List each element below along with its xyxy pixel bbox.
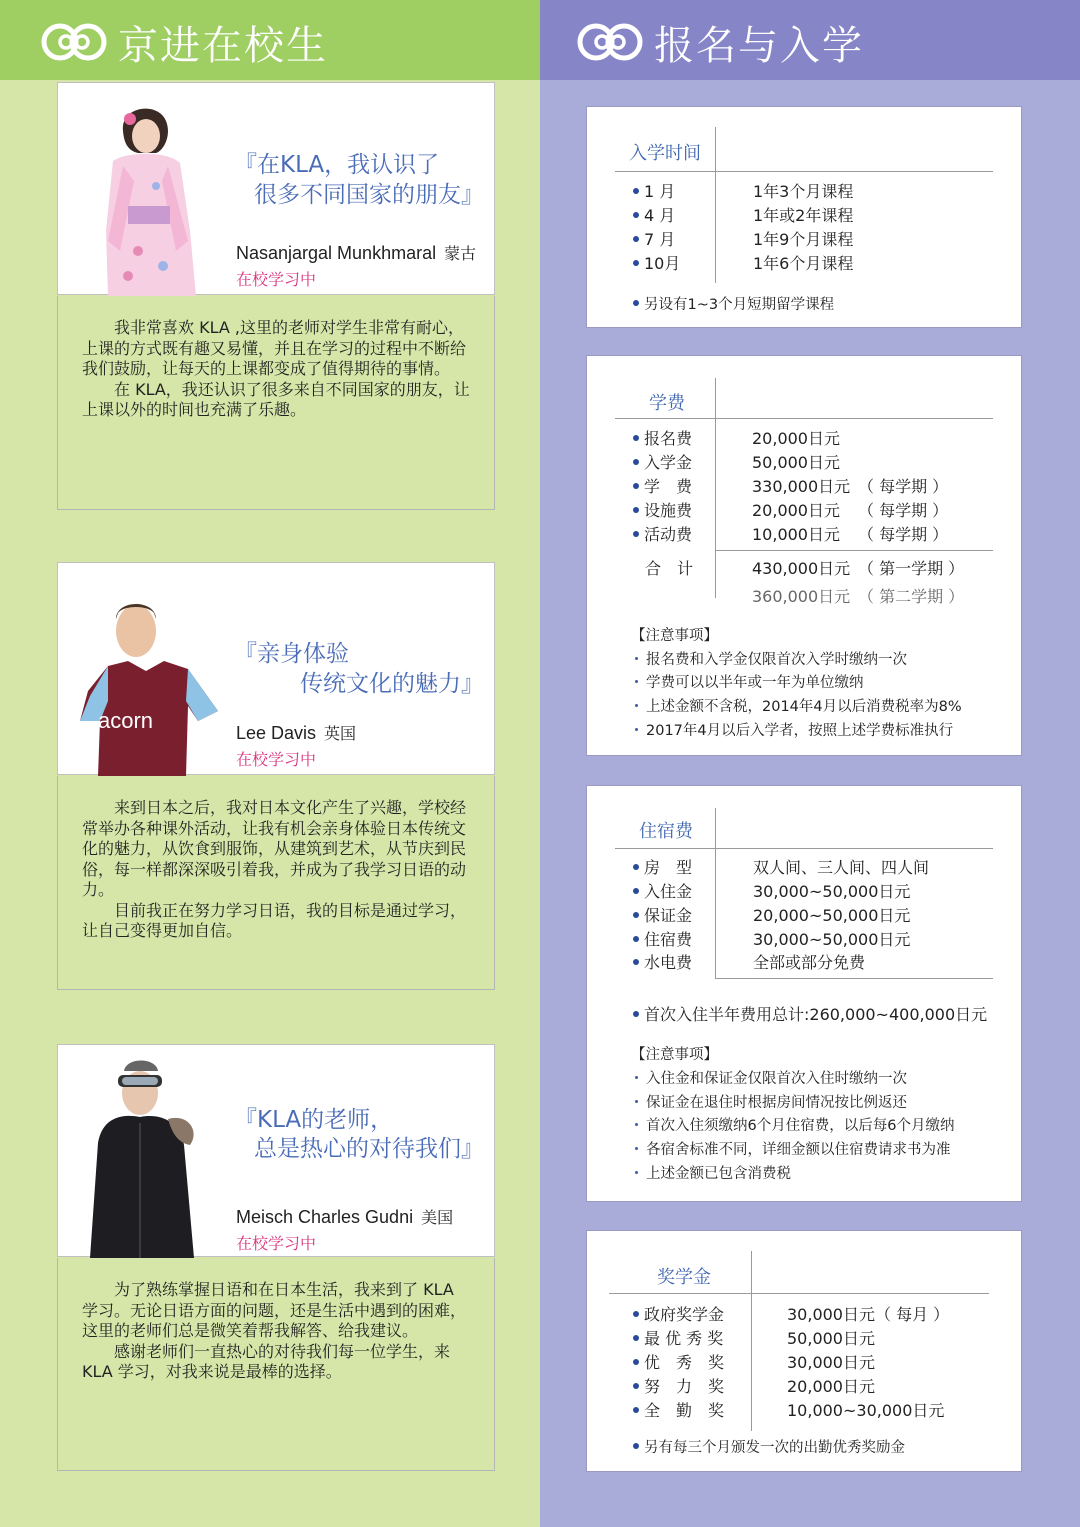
bullet-icon [635, 728, 638, 731]
bullet-icon [633, 1335, 639, 1341]
bullet-icon [633, 507, 639, 513]
testimonial-paragraph: 为了熟练掌握日语和在日本生活，我来到了 KLA 学习。无论日语方面的问题，还是生活中遇到的困难，这里的老师们总是微笑着帮我解答、给我建议。 [82, 1280, 467, 1340]
housing-value: 20,000~50,000日元 [753, 906, 911, 925]
housing-note [635, 1091, 907, 1112]
bullet-icon [635, 704, 638, 707]
scholarship-item: 全 勤 奖 [644, 1401, 725, 1420]
divider [715, 378, 716, 598]
enrollment-course: 1年3个月课程 [753, 182, 854, 201]
bullet-icon [633, 212, 639, 218]
scholarship-note-text: 另有每三个月颁发一次的出勤优秀奖励金 [644, 1440, 905, 1456]
enrollment-course: 1年9个月课程 [753, 230, 854, 249]
enrollment-note [633, 293, 834, 314]
scholarship-value: 10,000~30,000日元 [787, 1401, 945, 1420]
scholarship-value: 30,000日元（ 每月 ） [787, 1305, 950, 1324]
housing-item: 房 型 [644, 858, 693, 877]
divider [615, 848, 993, 849]
tuition-amount: 20,000日元 [752, 501, 840, 520]
testimonial-paragraph: 感谢老师们一直热心的对待我们每一位学生，来 KLA 学习，对我来说是最棒的选择。 [82, 1341, 451, 1381]
tuition-note-text: 学费可以以半年或一年为单位缴纳 [646, 675, 864, 691]
bullet-icon [635, 1147, 638, 1150]
testimonial-quote-line-1: 『KLA的老师， [234, 1107, 394, 1133]
testimonial-quote-line-2: 总是热心的对待我们』 [254, 1136, 484, 1162]
bullet-icon [633, 912, 639, 918]
student-photo-football-shirt [68, 571, 228, 776]
testimonial-paragraph: 目前我正在努力学习日语，我的目标是通过学习，让自己变得更加自信。 [82, 900, 467, 940]
bullet-icon [633, 260, 639, 266]
divider [715, 127, 716, 283]
testimonial-quote-line-1: 『在KLA，我认识了 [234, 152, 440, 178]
tuition-total-amount: 360,000日元 [752, 587, 851, 606]
bullet-icon [633, 531, 639, 537]
housing-note [635, 1067, 907, 1088]
tuition-note [635, 719, 953, 740]
bullet-icon [633, 888, 639, 894]
tuition-note [635, 648, 907, 669]
housing-value: 双人间、三人间、四人间 [753, 858, 930, 877]
divider [751, 1251, 752, 1431]
testimonial-paragraph: 来到日本之后，我对日本文化产生了兴趣，学校经常举办各种课外活动，让我有机会亲身体验日本传统文化的魅力，从饮食到服饰，从建筑到艺术，从节庆到民俗，每一样都深深吸引着我，并成为了我学习日语的动力。 [82, 798, 467, 899]
scholarship-value: 20,000日元 [787, 1377, 875, 1396]
tuition-item: 报名费 [644, 429, 693, 448]
page-title-students: 京进在校生 [118, 23, 328, 69]
scholarship-value: 50,000日元 [787, 1329, 875, 1348]
housing-value: 全部或部分免费 [753, 953, 866, 972]
tuition-amount: 20,000日元 [752, 429, 840, 448]
svg-text:acorn: acorn [98, 708, 154, 733]
testimonial-paragraph: 在 KLA，我还认识了很多来自不同国家的朋友，让上课以外的时间也充满了乐趣。 [82, 379, 470, 419]
bullet-icon [633, 300, 639, 306]
divider [609, 1293, 989, 1294]
tuition-note-text: 2017年4月以后入学者，按照上述学费标准执行 [646, 723, 954, 739]
tuition-note [635, 695, 962, 716]
housing-item: 保证金 [644, 906, 693, 925]
student-status: 在校学习中 [236, 1234, 317, 1253]
housing-note-text: 保证金在退住时根据房间情况按比例返还 [646, 1095, 907, 1111]
tuition-note-text: 上述金额不含税，2014年4月以后消费税率为8% [646, 699, 962, 715]
housing-box [586, 785, 1022, 1202]
tuition-total-amount: 430,000日元 [752, 559, 851, 578]
testimonial-quote-line-1: 『亲身体验 [234, 641, 349, 667]
housing-note [635, 1138, 951, 1159]
scholarship-item: 政府奖学金 [644, 1305, 725, 1324]
bullet-icon [633, 1011, 639, 1017]
housing-note-text: 首次入住须缴纳6个月住宿费，以后每6个月缴纳 [646, 1118, 955, 1134]
tuition-total-period: （ 第二学期 ） [858, 587, 965, 606]
bullet-icon [633, 1383, 639, 1389]
bullet-icon [635, 657, 638, 660]
tuition-item: 入学金 [644, 453, 693, 472]
enrollment-month: 1 月 [644, 182, 676, 201]
bullet-icon [633, 1443, 639, 1449]
infinity-logo-icon [576, 22, 646, 62]
page-title-enrollment: 报名与入学 [654, 23, 864, 69]
student-name [236, 1205, 453, 1228]
tuition-note [635, 671, 864, 692]
tuition-note-text: 报名费和入学金仅限首次入学时缴纳一次 [646, 652, 907, 668]
tuition-period: （ 每学期 ） [858, 501, 949, 520]
bullet-icon [633, 959, 639, 965]
housing-value: 30,000~50,000日元 [753, 930, 911, 949]
student-photo-ski-jacket [68, 1053, 228, 1258]
enrollment-title: 入学时间 [629, 143, 701, 164]
housing-item: 住宿费 [644, 930, 693, 949]
housing-note [635, 1114, 954, 1135]
student-status: 在校学习中 [236, 270, 317, 289]
tuition-amount: 50,000日元 [752, 453, 840, 472]
tuition-amount: 10,000日元 [752, 525, 840, 544]
student-name-text: Lee Davis [236, 723, 317, 743]
enrollment-month: 4 月 [644, 206, 676, 225]
housing-summary [633, 1005, 987, 1025]
tuition-total-period: （ 第一学期 ） [858, 559, 965, 578]
tuition-total-label: 合 计 [645, 559, 694, 578]
enrollment-course: 1年或2年课程 [753, 206, 854, 225]
housing-note-text: 入住金和保证金仅限首次入住时缴纳一次 [646, 1071, 907, 1087]
tuition-item: 活动费 [644, 525, 693, 544]
enrollment-month: 10月 [644, 254, 681, 273]
student-photo-kimono [68, 91, 228, 296]
bullet-icon [633, 459, 639, 465]
housing-summary-text: 首次入住半年费用总计:260,000~400,000日元 [644, 1005, 988, 1024]
divider [615, 418, 993, 419]
bullet-icon [635, 1123, 638, 1126]
infinity-logo-icon [40, 22, 110, 62]
scholarship-value: 30,000日元 [787, 1353, 875, 1372]
scholarship-item: 优 秀 奖 [644, 1353, 725, 1372]
tuition-item: 学 费 [644, 477, 693, 496]
student-country: 英国 [324, 724, 357, 743]
divider [715, 978, 993, 979]
scholarship-box [586, 1230, 1022, 1472]
bullet-icon [635, 680, 638, 683]
housing-note-text: 各宿舍标准不同，详细金额以住宿费请求书为准 [646, 1142, 951, 1158]
student-country: 美国 [421, 1208, 454, 1227]
tuition-amount: 330,000日元 [752, 477, 851, 496]
bullet-icon [635, 1076, 638, 1079]
testimonial-text-3 [57, 1258, 495, 1471]
bullet-icon [633, 1407, 639, 1413]
tuition-period: （ 每学期 ） [858, 477, 949, 496]
divider [615, 171, 993, 172]
bullet-icon [633, 1311, 639, 1317]
bullet-icon [633, 1359, 639, 1365]
tuition-notes-title: 【注意事项】 [631, 628, 718, 644]
bullet-icon [633, 188, 639, 194]
testimonial-text-2 [57, 776, 495, 990]
housing-title: 住宿费 [639, 821, 693, 842]
testimonial-quote-line-2: 传统文化的魅力』 [300, 671, 484, 697]
testimonial-quote-line-2: 很多不同国家的朋友』 [254, 182, 484, 208]
bullet-icon [633, 435, 639, 441]
enrollment-note-text: 另设有1~3个月短期留学课程 [644, 297, 835, 313]
testimonial-paragraph: 我非常喜欢 KLA ,这里的老师对学生非常有耐心，上课的方式既有趣又易懂，并且在学习的过程中不断给我们鼓励，让每天的上课都变成了值得期待的事情。 [82, 318, 467, 378]
divider [715, 808, 716, 978]
student-name [236, 721, 356, 744]
scholarship-item: 努 力 奖 [644, 1377, 725, 1396]
housing-note [635, 1162, 791, 1183]
scholarship-item: 最 优 秀 奖 [644, 1329, 724, 1348]
tuition-period: （ 每学期 ） [858, 525, 949, 544]
testimonial-text-1 [57, 296, 495, 510]
bullet-icon [633, 483, 639, 489]
bullet-icon [635, 1100, 638, 1103]
tuition-title: 学费 [649, 393, 685, 414]
scholarship-title: 奖学金 [657, 1267, 711, 1288]
student-country: 蒙古 [444, 244, 477, 263]
housing-item: 水电费 [644, 953, 693, 972]
bullet-icon [633, 864, 639, 870]
tuition-item: 设施费 [644, 501, 693, 520]
bullet-icon [635, 1171, 638, 1174]
housing-value: 30,000~50,000日元 [753, 882, 911, 901]
housing-notes-title: 【注意事项】 [631, 1047, 718, 1063]
divider [715, 550, 993, 551]
student-name-text: Meisch Charles Gudni [236, 1207, 414, 1227]
bullet-icon [633, 936, 639, 942]
testimonial-card-1 [57, 82, 495, 295]
tuition-box [586, 355, 1022, 756]
enrollment-month: 7 月 [644, 230, 676, 249]
enrollment-course: 1年6个月课程 [753, 254, 854, 273]
student-status: 在校学习中 [236, 750, 317, 769]
student-name [236, 241, 476, 264]
enrollment-box [586, 106, 1022, 328]
bullet-icon [633, 236, 639, 242]
housing-item: 入住金 [644, 882, 693, 901]
testimonial-card-3 [57, 1044, 495, 1257]
student-name-text: Nasanjargal Munkhmaral [236, 243, 437, 263]
housing-note-text: 上述金额已包含消费税 [646, 1166, 791, 1182]
scholarship-note [633, 1436, 905, 1457]
testimonial-card-2 [57, 562, 495, 775]
